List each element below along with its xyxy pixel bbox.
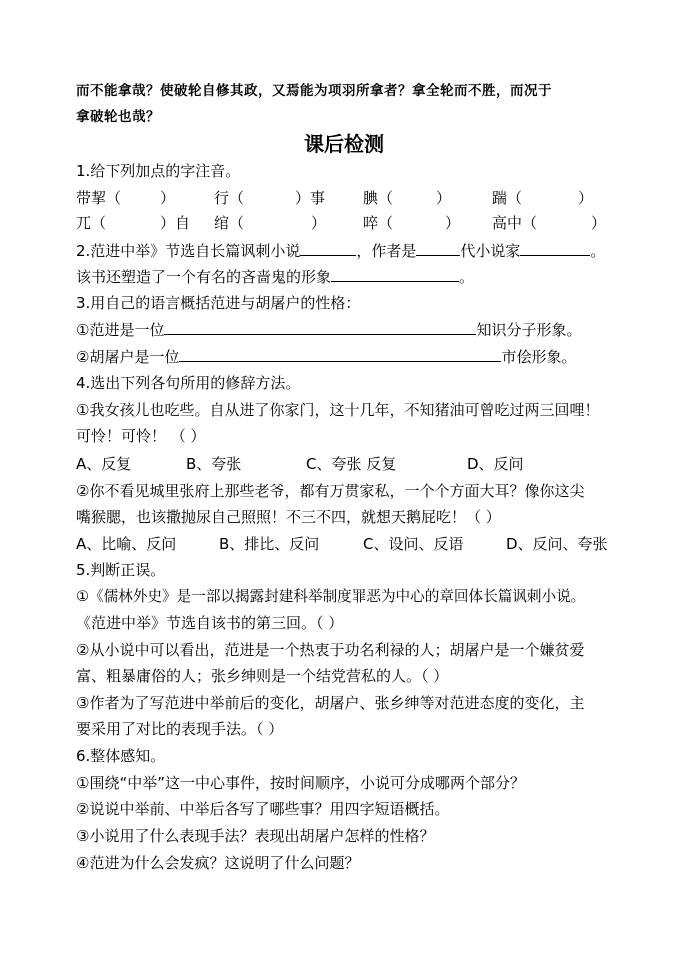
q4-option-2c: C、设问、反语 [363, 535, 464, 553]
q6-question-3: ③小说用了什么表现手法？表现出胡屠户怎样的性格？ [76, 827, 435, 845]
q6-heading: 6.整体感知。 [76, 747, 166, 765]
q5-statement-2-line-1: ②从小说中可以看出，范进是一个热衷于功名利禄的人；胡屠户是一个嫌贫爱 [76, 641, 585, 659]
q3-answer-2-end: 市侩形象。 [501, 348, 577, 366]
q4-option-2b: B、排比、反问 [219, 535, 320, 553]
q1-item-2-start: 行（ [214, 189, 245, 207]
q2-text-1: 2.范进中举》节选自长篇讽刺小说 [76, 242, 301, 260]
q1-item-8-end: ） [591, 214, 607, 232]
q3-answer-2-label: ②胡屠户是一位 [76, 348, 180, 366]
q3-blank-1[interactable] [164, 319, 476, 335]
q5-heading: 5.判断正误。 [76, 561, 166, 579]
q1-item-6-start: 绾（ [214, 214, 245, 232]
q5-statement-1-line-1: ①《儒林外史》是一部以揭露封建科举制度罪恶为中心的章回体长篇讽刺小说。 [76, 588, 586, 605]
q6-question-2: ②说说中举前、中举后各写了哪些事？用四字短语概括。 [76, 800, 450, 818]
q2-text-6: 。 [459, 268, 475, 286]
q1-item-7-start: 啐（ [363, 214, 394, 232]
section-title: 课后检测 [304, 132, 384, 156]
q4-option-1b: B、夸张 [186, 455, 242, 473]
q1-item-3-end: ） [436, 189, 452, 207]
q1-item-5-end: ）自 [160, 214, 191, 232]
q4-option-1a: A、反复 [76, 455, 132, 473]
q1-item-1-start: 带挈（ [76, 189, 122, 207]
q1-item-2-end: ）事 [295, 189, 326, 207]
q2-line-1 [76, 240, 605, 262]
q1-item-5-start: 兀（ [76, 214, 107, 232]
q6-question-4: ④范进为什么会发疯？这说明了什么问题？ [76, 854, 360, 872]
q1-item-6-end: ） [311, 214, 327, 232]
q3-answer-1-label: ①范进是一位 [76, 321, 165, 339]
q4-sentence-1-line-1: ①我女孩儿也吃些。自从进了你家门，这十几年，不知猪油可曾吃过两三回哩！ [76, 401, 600, 419]
q4-sentence-1-line-2: 可怜！可怜！ （ ） [76, 427, 206, 445]
q2-text-5: 该书还塑造了一个有名的吝啬鬼的形象 [76, 268, 332, 286]
q2-blank-author[interactable] [520, 240, 590, 256]
q2-text-2: ，作者是 [356, 242, 417, 260]
q5-statement-3-line-2: 要采用了对比的表现手法。（ ） [76, 720, 284, 738]
q1-item-3-start: 腆（ [363, 189, 394, 207]
q2-blank-character[interactable] [331, 266, 459, 282]
q3-answer-1-end: 知识分子形象。 [476, 321, 582, 339]
q2-blank-novel[interactable] [300, 240, 356, 256]
q1-item-8-start: 高中（ [492, 214, 538, 232]
q5-statement-3-line-1: ③作者为了写范进中举前后的变化，胡屠户、张乡绅等对范进态度的变化，主 [76, 694, 585, 712]
intro-line-2: 拿破轮也哉？ [76, 109, 160, 125]
q4-option-1c: C、夸张 反复 [306, 455, 397, 473]
q1-item-7-end: ） [445, 214, 461, 232]
q4-heading: 4.选出下列各句所用的修辞方法。 [76, 374, 301, 392]
q4-sentence-2-line-1: ②你不看见城里张府上那些老爷，都有万贯家私，一个个方面大耳？像你这尖 [76, 482, 585, 500]
q4-sentence-2-line-2: 嘴猴腮，也该撒抛尿自己照照！不三不四，就想天鹅屁吃！（ ） [76, 508, 501, 526]
q5-statement-1-line-2: 《范进中举》节选自该书的第三回。（ ） [76, 614, 344, 632]
q2-line-2 [76, 266, 474, 288]
q3-answer-1 [76, 319, 581, 341]
q2-text-4: 。 [590, 242, 606, 260]
q2-text-3: 代小说家 [460, 242, 521, 260]
q6-question-1: ①围绕“中举”这一中心事件，按时间顺序，小说可分成哪两个部分？ [76, 774, 525, 792]
q4-option-1d: D、反问 [467, 455, 524, 473]
q3-blank-2[interactable] [179, 346, 501, 362]
intro-line-1: 而不能拿哉？使破轮自修其政，又焉能为项羽所拿者？拿全轮而不胜，而况于 [76, 83, 552, 99]
q5-statement-2-line-2: 富、粗暴庸俗的人；张乡绅则是一个结党营私的人。（ ） [76, 667, 449, 685]
q1-item-4-start: 踹（ [492, 189, 523, 207]
q4-option-2a: A、比喻、反问 [76, 535, 177, 553]
q4-option-2d: D、反问、夸张 [506, 535, 608, 553]
q3-heading: 3.用自己的语言概括范进与胡屠户的性格： [76, 294, 361, 312]
q1-item-1-end: ） [160, 189, 176, 207]
q1-heading: 1.给下列加点的字注音。 [76, 162, 241, 180]
q2-blank-dynasty[interactable] [416, 240, 460, 256]
q3-answer-2 [76, 346, 576, 368]
q1-item-4-end: ） [578, 189, 594, 207]
